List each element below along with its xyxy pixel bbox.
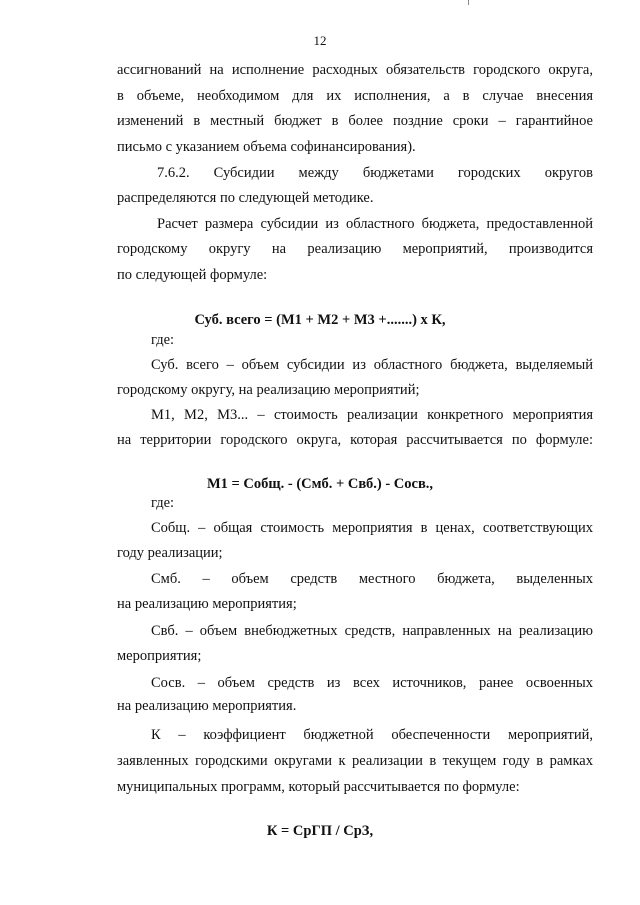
where-label: где: — [151, 495, 175, 511]
paragraph-line: по следующей формуле: — [117, 267, 268, 283]
paragraph-line: 7.6.2. Субсидии между бюджетами городских округов — [157, 165, 593, 181]
paragraph-line: городскому округу на реализацию мероприятий, производится — [117, 241, 593, 257]
paragraph-line: К – коэффициент бюджетной обеспеченности мероприятий, — [151, 727, 593, 743]
paragraph-line: на реализацию мероприятия. — [117, 698, 297, 714]
paragraph-line: в объеме, необходимом для их исполнения, а в случае внесения — [117, 88, 593, 104]
formula-total-subsidy: Суб. всего = (М1 + М2 + М3 +.......) х К, — [194, 312, 446, 328]
paragraph-line: ассигнований на исполнение расходных обязательств городского округа, — [117, 62, 593, 78]
paragraph-line: заявленных городскими округами к реализации в текущем году в рамках — [117, 753, 593, 769]
paragraph-line: на реализацию мероприятия; — [117, 596, 297, 612]
paragraph-line: городскому округу, на реализацию мероприятий; — [117, 382, 420, 398]
paragraph-line: распределяются по следующей методике. — [117, 190, 374, 206]
paragraph-line: письмо с указанием объема софинансирования). — [117, 139, 416, 155]
where-label: где: — [151, 332, 175, 348]
formula-activity-cost: М1 = Собщ. - (Смб. + Свб.) - Сосв., — [206, 476, 434, 492]
paragraph-line: Смб. – объем средств местного бюджета, выделенных — [151, 571, 593, 587]
formula-coefficient: К = СрГП / СрЗ, — [266, 823, 374, 839]
paragraph-line: Расчет размера субсидии из областного бюджета, предоставленной — [157, 216, 593, 232]
page-edge-mark — [468, 0, 469, 5]
paragraph-line: Собщ. – общая стоимость мероприятия в ценах, соответствующих — [151, 520, 593, 536]
paragraph-line: Суб. всего – объем субсидии из областного бюджета, выделяемый — [151, 357, 593, 373]
paragraph-line: муниципальных программ, который рассчитывается по формуле: — [117, 779, 520, 795]
paragraph-line: М1, М2, М3... – стоимость реализации конкретного мероприятия — [151, 407, 593, 423]
paragraph-line: Свб. – объем внебюджетных средств, направленных на реализацию — [151, 623, 593, 639]
paragraph-line: изменений в местный бюджет в более поздние сроки – гарантийное — [117, 113, 593, 129]
paragraph-line: Сосв. – объем средств из всех источников, ранее освоенных — [151, 675, 593, 691]
paragraph-line: году реализации; — [117, 545, 223, 561]
paragraph-line: на территории городского округа, которая рассчитывается по формуле: — [117, 432, 593, 448]
paragraph-line: мероприятия; — [117, 648, 202, 664]
page-number: 12 — [313, 33, 327, 48]
